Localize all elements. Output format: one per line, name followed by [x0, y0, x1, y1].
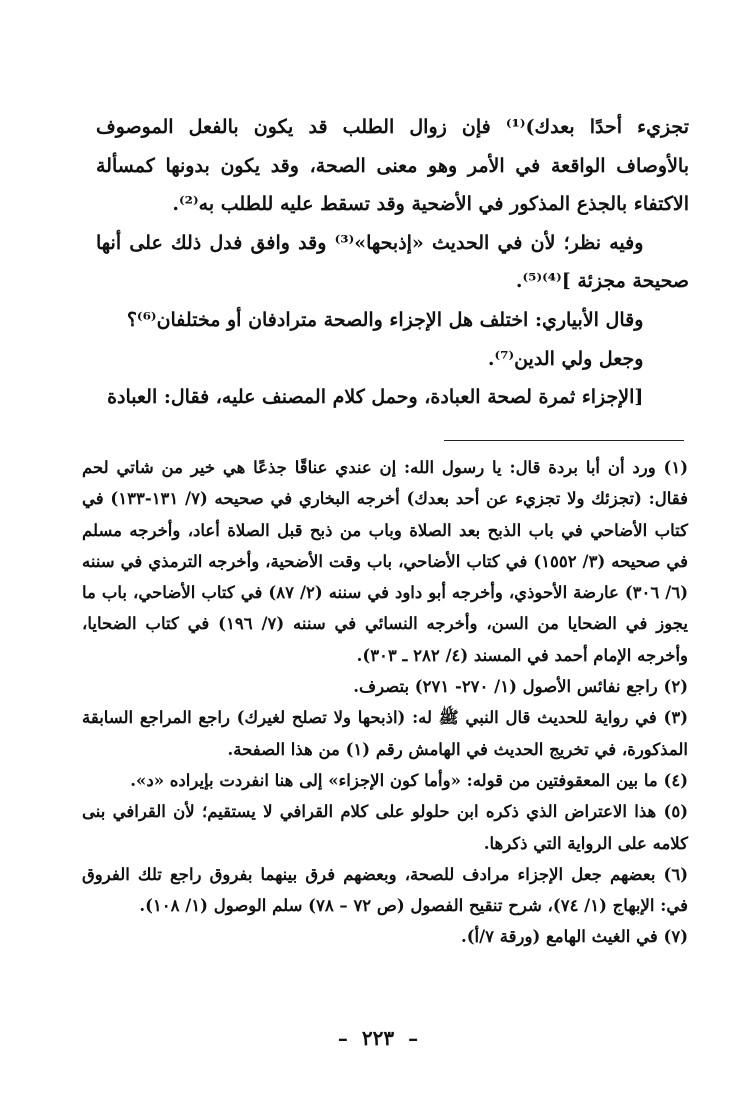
footnote-3: (٣) في رواية للحديث قال النبي ﷺ له: (اذبحها ولا تصلح لغيرك) راجع المراجع السابقة المذكورة، في تخريج الحديث في الهامش رقم (١) من هذا الصفحة. — [82, 708, 688, 759]
main-paragraph-5: [الإجزاء ثمرة لصحة العبادة، وحمل كلام المصنف عليه، فقال: العبادة — [107, 386, 644, 409]
footnote-6: (٦) بعضهم جعل الإجزاء مرادف للصحة، وبعضهم فرق بينهما بفروق راجع تلك الفروق في: الإبهاج (١/ ٧٤)، شرح تنقيح الفصول (ص ٧٢ – ٧٨) سلم الوصول (١/ ١٠٨). — [82, 864, 688, 916]
main-text — [96, 108, 689, 417]
main-paragraph-1: تجزيء أحدًا بعدك)⁽¹⁾ فإن زوال الطلب قد يكون بالفعل الموصوف بالأوصاف الواقعة في الأمر وهو معنى الصحة، وقد يكون بدونها كمسألة الاكتفاء بالجذع المذكور في الأضحية وقد تسقط عليه للطلب به⁽²⁾. — [96, 116, 689, 216]
footnote-separator — [444, 440, 684, 441]
footnotes — [82, 452, 688, 953]
main-paragraph-2: وفيه نظر؛ لأن في الحديث «إذبحها»⁽³⁾ وقد وافق فدل ذلك على أنها صحيحة مجزئة ]⁽⁴⁾⁽⁵⁾. — [96, 231, 689, 293]
main-paragraph-4: وجعل ولي الدين⁽⁷⁾. — [487, 347, 644, 370]
page-number — [0, 1026, 756, 1050]
page-number-dash-right: – — [337, 1026, 348, 1050]
page-number-dash-left: – — [408, 1026, 419, 1050]
footnote-4: (٤) ما بين المعقوفتين من قوله: «وأما كون الإجزاء» إلى هنا انفردت بإيراده «د». — [130, 770, 688, 790]
page-number-value: ٢٢٣ — [361, 1026, 395, 1050]
footnote-7: (٧) في الغيث الهامع (ورقة ٧/أ). — [461, 927, 688, 947]
footnote-1: (١) ورد أن أبا بردة قال: يا رسول الله: إن عندي عناقًا جذعًا هي خير من شاتي لحم فقال: (تجزئك ولا تجزيء عن أحد بعدك) أخرجه البخاري في صحيحه (٧/ ١٣١-١٣٣) في كتاب الأضاحي في باب الذبح بعد الصلاة وباب من ذبح قبل الصلاة أعاد، وأخرجه مسلم في صحيحه (٣/ ١٥٥٢) في كتاب الأضاحي، باب وقت الأضحية، وأخرجه الترمذي في سننه (٦/ ٣٠٦) عارضة الأحوذي، وأخرجه أبو داود في سننه (٢/ ٨٧) في كتاب الأضاحي، باب ما يجوز في الضحايا من السن، وأخرجه النسائي في سننه (٧/ ١٩٦) في كتاب الضحايا، وأخرجه الإمام أحمد في المسند (٤/ ٢٨٢ ـ ٣٠٣). — [82, 458, 688, 665]
main-paragraph-3: وقال الأبياري: اختلف هل الإجزاء والصحة مترادفان أو مختلفان⁽⁶⁾؟ — [126, 308, 644, 331]
footnote-2: (٢) راجع نفائس الأصول (١/ ٢٧٠- ٢٧١) بتصرف. — [353, 677, 688, 697]
footnote-5: (٥) هذا الاعتراض الذي ذكره ابن حلولو على كلام القرافي لا يستقيم؛ لأن القرافي بنى كلامه على الرواية التي ذكرها. — [82, 802, 688, 853]
